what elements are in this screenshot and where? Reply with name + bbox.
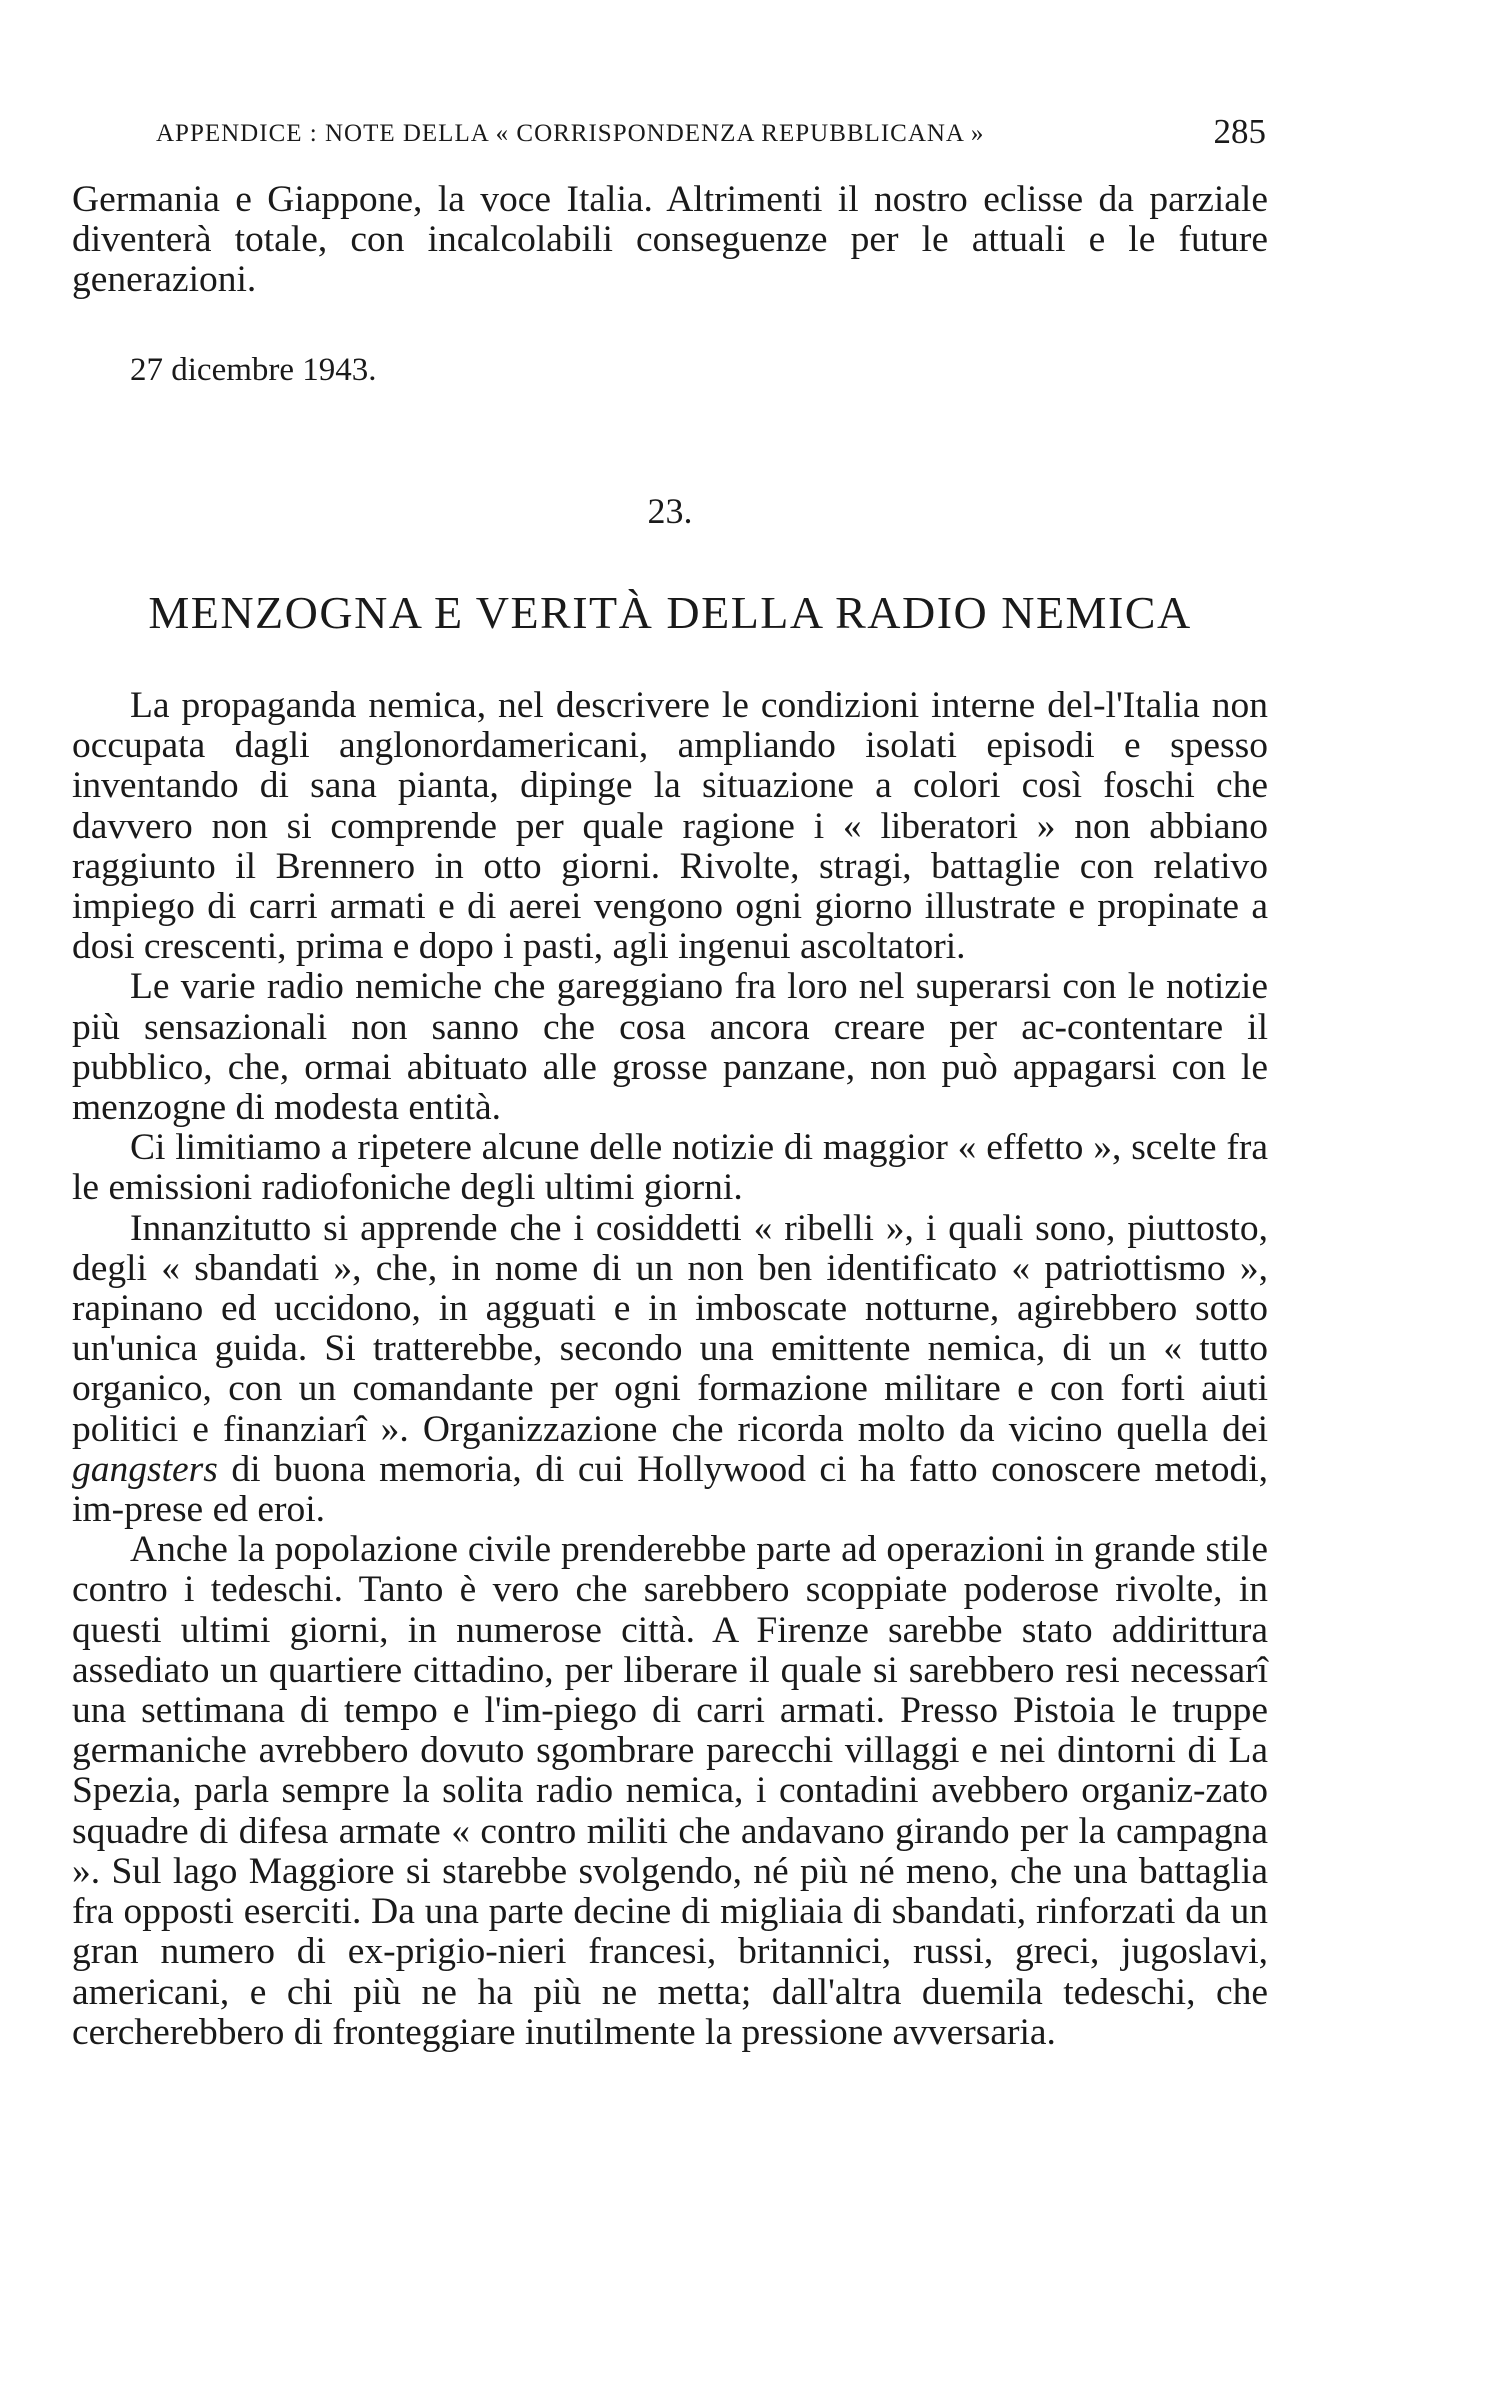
paragraph-4-text-before: Innanzitutto si apprende che i cosiddetti « ribelli », i quali sono, piuttosto, degli « sbandati », che, in nome di un non ben identificato « patriottismo », rapinano ed uccidono, in agguati e in imboscate notturne, agirebbero sotto un'unica guida. Si tratterebbe, secondo una emittente nemica, di un « tutto organico, con un comandante per ogni formazione militare e con forti aiuti politici e finanziarî ». Organizzazione che ricorda molto da vicino quella dei [72, 1207, 1268, 1450]
section-number: 23. [647, 491, 693, 531]
intro-text-block [72, 180, 1268, 301]
paragraph-4 [72, 1209, 1268, 1531]
paragraph-1: La propaganda nemica, nel descrivere le condizioni interne del-l'Italia non occupata dagli anglonordamericani, ampliando isolati episodi e spesso inventando di sana pianta, dipinge la situazione a colori così foschi che davvero non si comprende per quale ragione i « liberatori » non abbiano raggiunto il Brennero in otto giorni. Rivolte, stragi, battaglie con relativo impiego di carri armati e di aerei vengono ogni giorno illustrate e propinate a dosi crescenti, prima e dopo i pasti, agli ingenui ascoltatori. [72, 685, 1268, 968]
article-body [72, 686, 1268, 2053]
paragraph-5: Anche la popolazione civile prenderebbe parte ad operazioni in grande stile contro i tedeschi. Tanto è vero che sarebbero scoppiate poderose rivolte, in questi ultimi giorni, in numerose città. A Firenze sarebbe stato addirittura assediato un quartiere cittadino, per liberare il quale si sarebbero resi necessarî una settimana di tempo e l'im-piego di carri armati. Presso Pistoia le truppe germaniche avrebbero dovuto sgombrare parecchi villaggi e nei dintorni di La Spezia, parla sempre la solita radio nemica, i contadini avebbero organiz-zato squadre di difesa armate « contro militi che andavano girando per la campagna ». Sul lago Maggiore si starebbe svolgendo, né più né meno, che una battaglia fra opposti eserciti. Da una parte decine di migliaia di sbandati, rinforzati da un gran numero di ex-prigio-nieri francesi, britannici, russi, greci, jugoslavi, americani, e chi più ne ha più ne metta; dall'altra duemila tedeschi, che cercherebbero di fronteggiare inutilmente la pressione avversaria. [72, 1529, 1268, 2053]
italic-word-gangsters: gangsters [72, 1448, 218, 1490]
page-number: 285 [1213, 112, 1266, 151]
running-head [156, 112, 1266, 162]
dateline: 27 dicembre 1943. [130, 352, 377, 388]
section-title: MENZOGNA E VERITÀ DELLA RADIO NEMICA [148, 587, 1192, 638]
intro-paragraph: Germania e Giappone, la voce Italia. Altrimenti il nostro eclisse da parziale diventerà totale, con incalcolabili conseguenze per le attuali e le future generazioni. [72, 179, 1268, 301]
running-title: APPENDICE : NOTE DELLA « CORRISPONDENZA REPUBBLICANA » [156, 120, 985, 147]
paragraph-2: Le varie radio nemiche che gareggiano fra loro nel superarsi con le notizie più sensazionali non sanno che cosa ancora creare per ac-contentare il pubblico, che, ormai abituato alle grosse panzane, non può appagarsi con le menzogne di modesta entità. [72, 966, 1268, 1129]
paragraph-4-text-after: di buona memoria, di cui Hollywood ci ha fatto conoscere metodi, im-prese ed eroi. [72, 1448, 1268, 1531]
paragraph-3: Ci limitiamo a ripetere alcune delle notizie di maggior « effetto », scelte fra le emissioni radiofoniche degli ultimi giorni. [72, 1127, 1268, 1209]
